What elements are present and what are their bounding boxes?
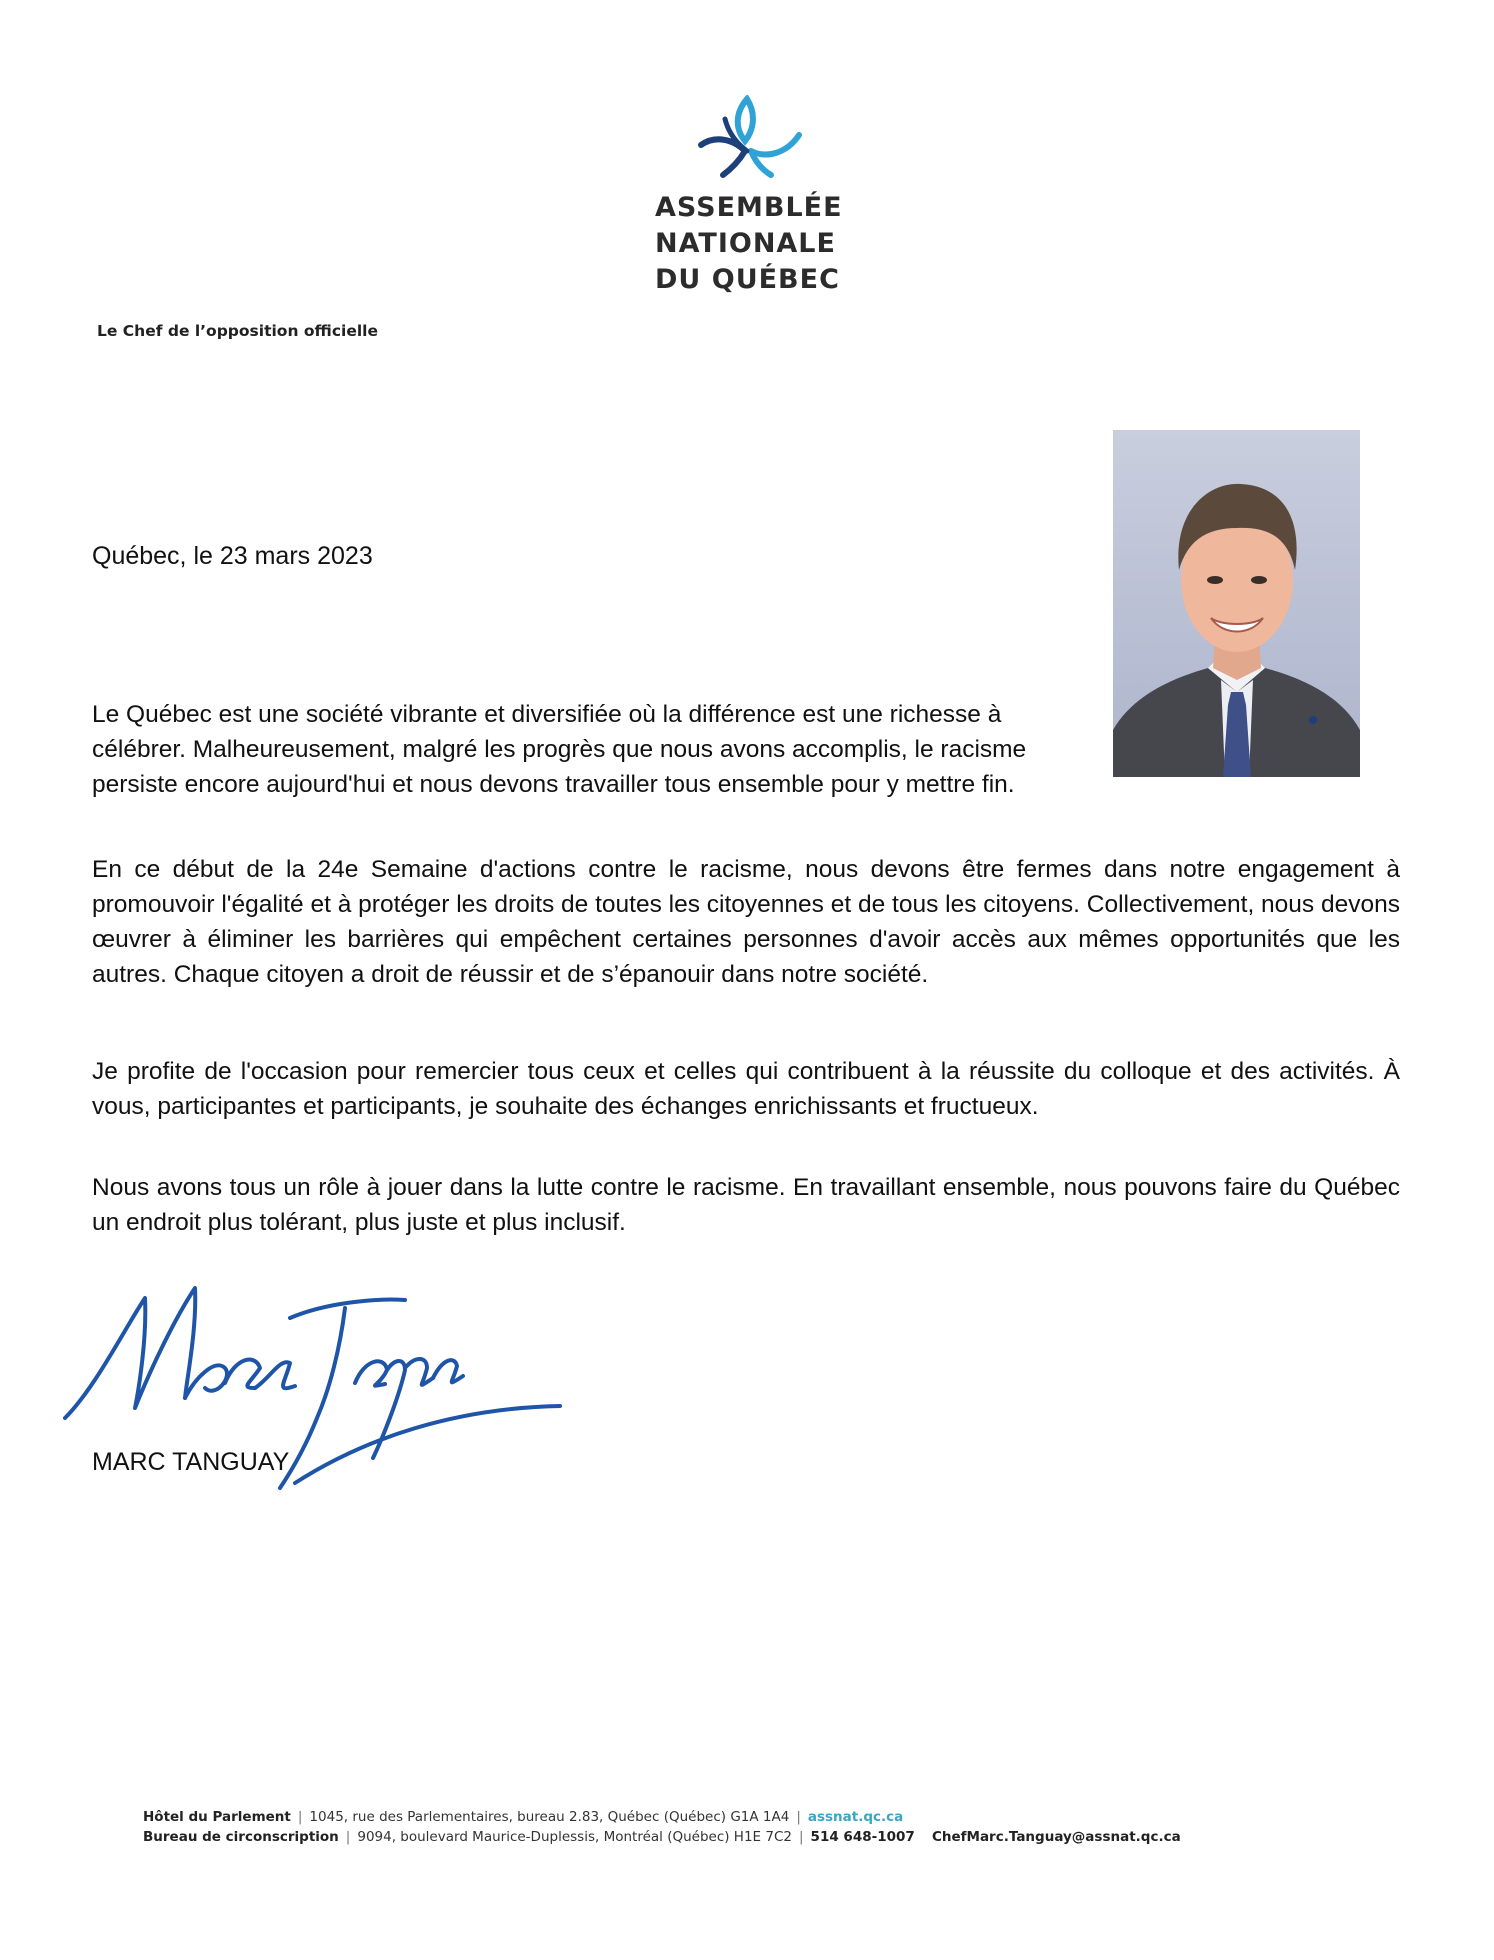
footer-riding-address: 9094, boulevard Maurice-Duplessis, Montréal (Québec) H1E 7C2: [357, 1829, 792, 1845]
footer-parliament-label: Hôtel du Parlement: [143, 1809, 291, 1825]
logo-line-2: NATIONALE: [655, 228, 836, 259]
assemblee-nationale-logo: [640, 95, 860, 305]
paragraph-2: En ce début de la 24e Semaine d'actions contre le racisme, nous devons être fermes dans notre engagement à promouvoir l'égalité et à protéger les droits de toutes les citoyennes et de tous les citoyens. Collectivement, nous devons œuvrer à éliminer les barrières qui empêchent certaines personnes d'avoir accès aux mêmes opportunités que les autres. Chaque citoyen a droit de réussir et de s’épanouir dans notre société.: [92, 856, 1400, 988]
footer-line-parliament: [143, 1807, 1181, 1827]
footer-line-riding: [143, 1827, 1181, 1847]
paragraph-1: Le Québec est une société vibrante et diversifiée où la différence est une richesse à célébrer. Malheureusement, malgré les progrès que nous avons accomplis, le racisme persiste encore aujourd'hui et nous devons travailler tous ensemble pour y mettre fin.: [92, 701, 1027, 798]
footer-parliament-address: 1045, rue des Parlementaires, bureau 2.83, Québec (Québec) G1A 1A4: [309, 1809, 790, 1825]
logo-line-1: ASSEMBLÉE: [655, 192, 843, 223]
signer-name: MARC TANGUAY: [92, 1448, 290, 1476]
paragraph-4: Nous avons tous un rôle à jouer dans la lutte contre le racisme. En travaillant ensemble, nous pouvons faire du Québec un endroit plus tolérant, plus juste et plus inclusif.: [92, 1174, 1400, 1236]
letterhead-footer: [143, 1807, 1181, 1847]
portrait-photo: [1113, 430, 1360, 777]
logo-line-3: DU QUÉBEC: [655, 264, 840, 295]
fleur-de-lis-icon: [695, 95, 805, 180]
footer-phone[interactable]: 514 648-1007: [810, 1829, 915, 1845]
footer-separator: |: [345, 1829, 351, 1845]
footer-separator: |: [798, 1829, 804, 1845]
footer-email-link[interactable]: ChefMarc.Tanguay@assnat.qc.ca: [931, 1829, 1181, 1845]
letter-date: Québec, le 23 mars 2023: [92, 542, 373, 570]
logo-wordmark: [655, 190, 855, 298]
footer-riding-label: Bureau de circonscription: [143, 1829, 339, 1845]
footer-separator: |: [297, 1809, 303, 1825]
footer-separator: |: [796, 1809, 801, 1825]
paragraph-3: Je profite de l'occasion pour remercier tous ceux et celles qui contribuent à la réussite du colloque et des activités. À vous, participantes et participants, je souhaite des échanges enrichissants et fructueux.: [92, 1058, 1400, 1120]
office-title: Le Chef de l’opposition officielle: [97, 322, 378, 340]
footer-website-link[interactable]: assnat.qc.ca: [807, 1809, 904, 1825]
